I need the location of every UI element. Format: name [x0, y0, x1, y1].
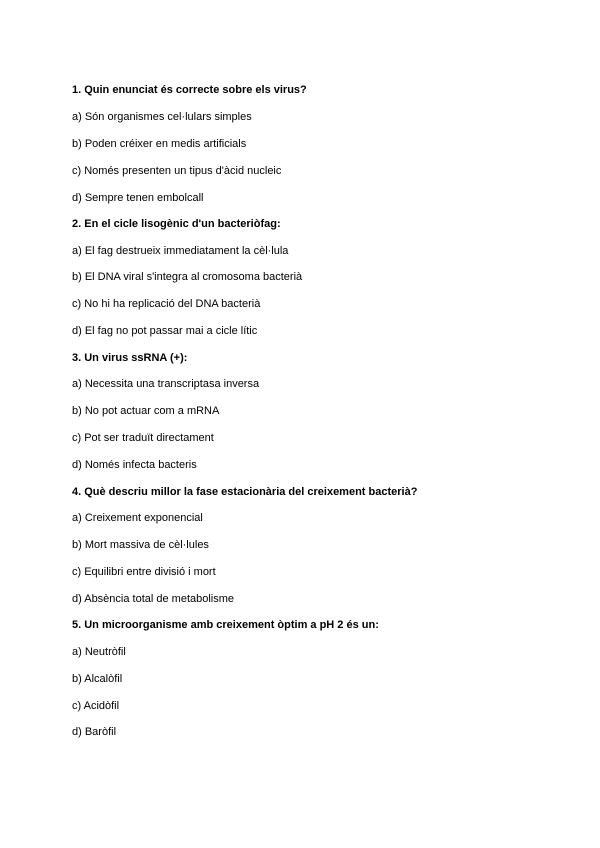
question-2-option-a: a) El fag destrueix immediatament la cèl·lula — [72, 245, 289, 257]
question-4-option-a: a) Creixement exponencial — [72, 512, 203, 524]
question-3-option-d: d) Només infecta bacteris — [72, 459, 197, 471]
question-5-option-b: b) Alcalòfil — [72, 673, 123, 685]
question-5-option-d: d) Baròfil — [72, 726, 117, 738]
question-4-option-d: d) Absència total de metabolisme — [72, 593, 235, 605]
question-4-option-b: b) Mort massiva de cèl·lules — [72, 539, 209, 551]
question-4-text: 4. Què descriu millor la fase estacionària del creixement bacterià? — [72, 486, 418, 498]
question-2-option-b: b) El DNA viral s'integra al cromosoma bacterià — [72, 271, 303, 283]
question-1-option-c: c) Només presenten un tipus d'àcid nucleic — [72, 165, 282, 177]
question-5-text: 5. Un microorganisme amb creixement òptim a pH 2 és un: — [72, 619, 379, 631]
question-5-option-a: a) Neutròfil — [72, 646, 126, 658]
question-2-option-c: c) No hi ha replicació del DNA bacterià — [72, 298, 261, 310]
question-1-text: 1. Quin enunciat és correcte sobre els virus? — [72, 84, 307, 96]
question-3-option-b: b) No pot actuar com a mRNA — [72, 405, 220, 417]
question-5-option-c: c) Acidòfil — [72, 700, 120, 712]
question-1-option-d: d) Sempre tenen embolcall — [72, 192, 204, 204]
question-3-option-c: c) Pot ser traduït directament — [72, 432, 214, 444]
question-3-option-a: a) Necessita una transcriptasa inversa — [72, 378, 260, 390]
question-1-option-a: a) Són organismes cel·lulars simples — [72, 111, 252, 123]
question-2-option-d: d) El fag no pot passar mai a cicle lític — [72, 325, 258, 337]
question-4-option-c: c) Equilibri entre divisió i mort — [72, 566, 216, 578]
question-2-text: 2. En el cicle lisogènic d'un bacteriòfag: — [72, 218, 281, 230]
question-3-text: 3. Un virus ssRNA (+): — [72, 352, 188, 364]
question-1-option-b: b) Poden créixer en medis artificials — [72, 138, 247, 150]
